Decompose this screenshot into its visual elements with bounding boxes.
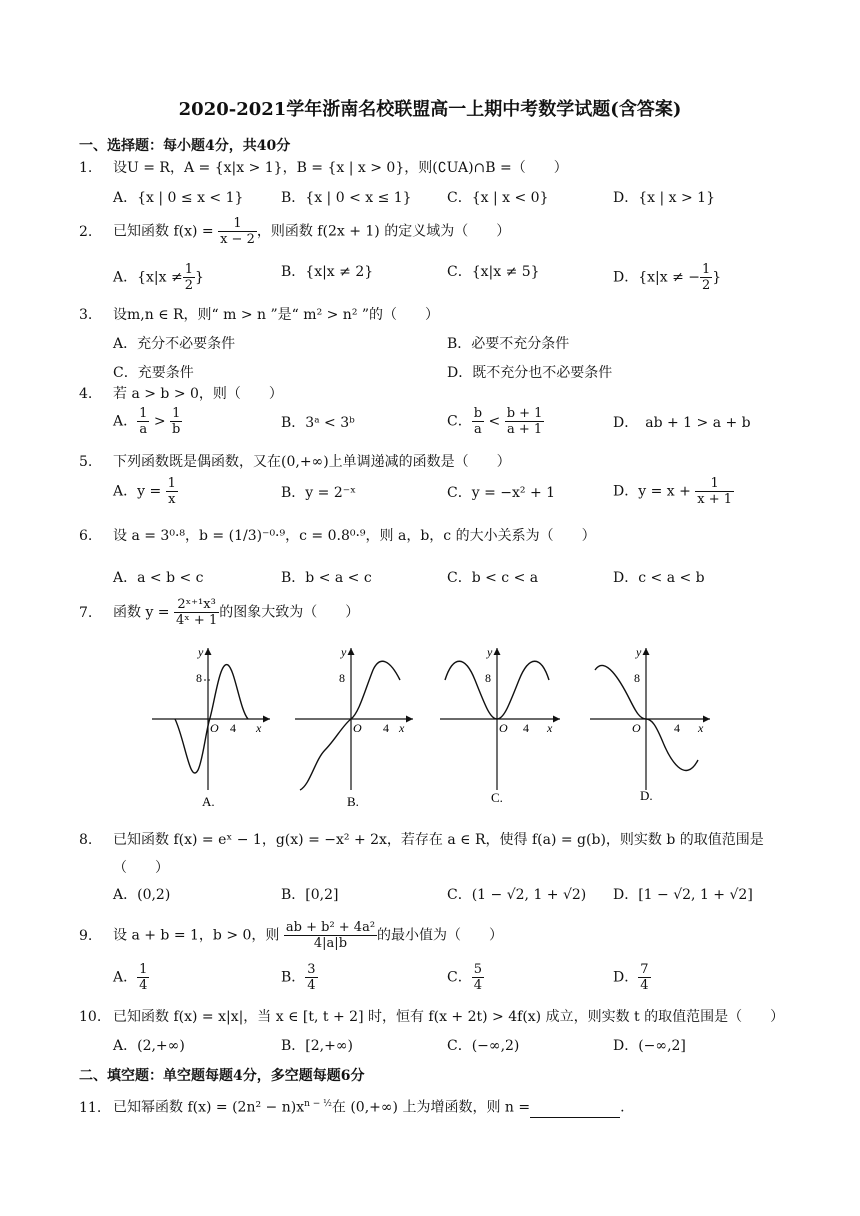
option-a: A．(0,2) <box>113 887 171 903</box>
section-heading-choice: 一、选择题：每小题4分，共40分 <box>79 138 291 154</box>
function-graphs <box>140 640 720 810</box>
question-6: 6. 设 a = 3⁰·⁸，b = (1/3)⁻⁰·⁹，c = 0.8⁰·⁹，则 a，b，c 的大小关系为（ ） <box>79 528 596 544</box>
option-c: C．{x|x ≠ 5} <box>447 264 540 280</box>
graph-label: A. <box>202 794 215 809</box>
axis-label-y: y <box>198 645 204 659</box>
option-d: D．既不充分也不必要条件 <box>447 365 613 381</box>
question-5: 5. 下列函数既是偶函数，又在(0,+∞)上单调递减的函数是（ ） <box>79 454 511 470</box>
option-a: A．充分不必要条件 <box>113 336 236 352</box>
graph-c <box>440 645 560 805</box>
question-stem: 设U = R，A = {x|x > 1}，B = {x | x > 0}，则(∁UA)∩B =（ ） <box>113 160 568 176</box>
axis-label-x: x <box>399 721 405 735</box>
graph-b <box>295 645 413 809</box>
question-number: 1. <box>79 160 93 176</box>
question-4: 4. 若 a > b > 0，则（ ） <box>79 386 283 402</box>
option-a: A． $\frac{1}{a}$ > $\frac{1}{b}$ <box>113 406 181 437</box>
tick-label-y: 8 <box>339 671 345 685</box>
option-b: B．[0,2] <box>281 887 339 903</box>
option-b: B．[2,+∞) <box>281 1038 353 1054</box>
option-b: B．y = 2⁻ˣ <box>281 485 357 501</box>
question-3: 3. 设m,n ∈ R，则“ m > n ”是“ m² > n² ”的（ ） <box>79 307 440 323</box>
page-title: 2020-2021学年浙南名校联盟高一上期中考数学试题(含答案) <box>178 99 682 120</box>
question-8: 8. 已知函数 f(x) = eˣ − 1，g(x) = −x² + 2x，若存在 a ∈ R，使得 f(a) = g(b)，则实数 b 的取值范围是 <box>79 832 764 848</box>
option-b: B． $\frac{3}{4}$ <box>281 962 316 993</box>
option-a: A．y = $\frac{1}{x}$ <box>113 476 176 507</box>
graph-a <box>152 645 270 809</box>
option-b: B．b < a < c <box>281 570 372 586</box>
option-c: C．y = −x² + 1 <box>447 485 556 501</box>
section-heading-fill: 二、填空题：单空题每题4分，多空题每题6分 <box>79 1068 365 1084</box>
axis-label-x: x <box>698 721 704 735</box>
axis-label-x: x <box>256 721 262 735</box>
question-stem: 已知函数 f(x) = <box>113 223 214 240</box>
option-d: D．c < a < b <box>613 570 705 586</box>
fraction: $\frac{1}{x - 2}$ <box>220 216 255 247</box>
option-a: A．(2,+∞) <box>113 1038 185 1054</box>
option-c: C．充要条件 <box>113 365 194 381</box>
option-b: B．{x | 0 < x ≤ 1} <box>281 190 412 206</box>
tick-label-y: 8 <box>196 671 202 685</box>
graph-label: D. <box>640 788 653 803</box>
exponent: n − ½ <box>304 1099 332 1109</box>
tick-label-x: 4 <box>523 721 529 735</box>
axis-label-x: x <box>547 721 553 735</box>
option-c: C．b < c < a <box>447 570 539 586</box>
axis-label-y: y <box>636 645 642 659</box>
tick-label-x: 4 <box>230 721 236 735</box>
origin-label: O <box>499 721 508 735</box>
tick-label-y: 8 <box>634 671 640 685</box>
tick-label-x: 4 <box>383 721 389 735</box>
option-d: D．[1 − √2, 1 + √2] <box>613 887 753 903</box>
question-10: 10. 已知函数 f(x) = x|x|，当 x ∈ [t, t + 2] 时，恒有 f(x + 2t) > 4f(x) 成立，则实数 t 的取值范围是（ ） <box>79 1009 785 1025</box>
option-a: A． $\frac{1}{4}$ <box>113 962 148 993</box>
graph-label: C. <box>491 790 503 805</box>
graph-label: B. <box>347 794 359 809</box>
tick-label-x: 4 <box>674 721 680 735</box>
question-1 <box>79 158 568 178</box>
option-c: C．{x | x < 0} <box>447 190 549 206</box>
tick-label-y: 8 <box>485 671 491 685</box>
option-b: B．{x|x ≠ 2} <box>281 264 374 280</box>
question-11: 11. 已知幂函数 $f(x) = (2n^2 - n)x^{n - \frac{1}{2}}$在 (0,+∞) 上为增函数，则 n = . <box>79 1099 625 1116</box>
option-d: D．{x | x > 1} <box>613 190 715 206</box>
option-c: C．(−∞,2) <box>447 1038 520 1054</box>
graph-d <box>590 645 710 803</box>
question-8-paren: （ ） <box>113 860 169 876</box>
option-d: D． ab + 1 > a + b <box>613 415 751 431</box>
origin-label: O <box>632 721 641 735</box>
option-b: B．必要不充分条件 <box>447 336 570 352</box>
origin-label: O <box>353 721 362 735</box>
option-c: C． $\frac{b}{a}$ < $\frac{b + 1}{a + 1}$ <box>447 406 543 437</box>
option-a: A．{x|x ≠ $\frac{1}{2}$ } <box>113 262 204 293</box>
origin-label: O <box>210 721 219 735</box>
question-stem-tail: ，则函数 f(2x + 1) 的定义域为（ ） <box>256 223 511 240</box>
option-c: C．(1 − √2, 1 + √2) <box>447 887 587 903</box>
option-d: D．y = x + $\frac{1}{x + 1}$ <box>613 476 733 507</box>
option-d: D． $\frac{7}{4}$ <box>613 962 649 993</box>
question-number: 2. <box>79 223 93 240</box>
axis-label-y: y <box>487 645 493 659</box>
question-9: 9. 设 a + b = 1，b > 0，则 $\frac{\text{ab + b² + 4a²}}{4|a|b}$ 的最小值为（ ） <box>79 920 504 951</box>
option-b: B．3ᵃ < 3ᵇ <box>281 415 355 431</box>
answer-blank[interactable] <box>530 1103 620 1118</box>
option-c: C． $\frac{5}{4}$ <box>447 962 482 993</box>
question-2 <box>79 216 510 247</box>
option-a: A．a < b < c <box>113 570 204 586</box>
option-d: D．(−∞,2] <box>613 1038 686 1054</box>
option-d: D．{x|x ≠ − $\frac{1}{2}$ } <box>613 262 722 293</box>
option-a: A．{x | 0 ≤ x < 1} <box>113 190 244 206</box>
axis-label-y: y <box>341 645 347 659</box>
question-7: 7. 函数 y = $\frac{\text{2ˣ⁺¹x³}}{\text{4ˣ + 1}}$ 的图象大致为（ ） <box>79 597 360 628</box>
